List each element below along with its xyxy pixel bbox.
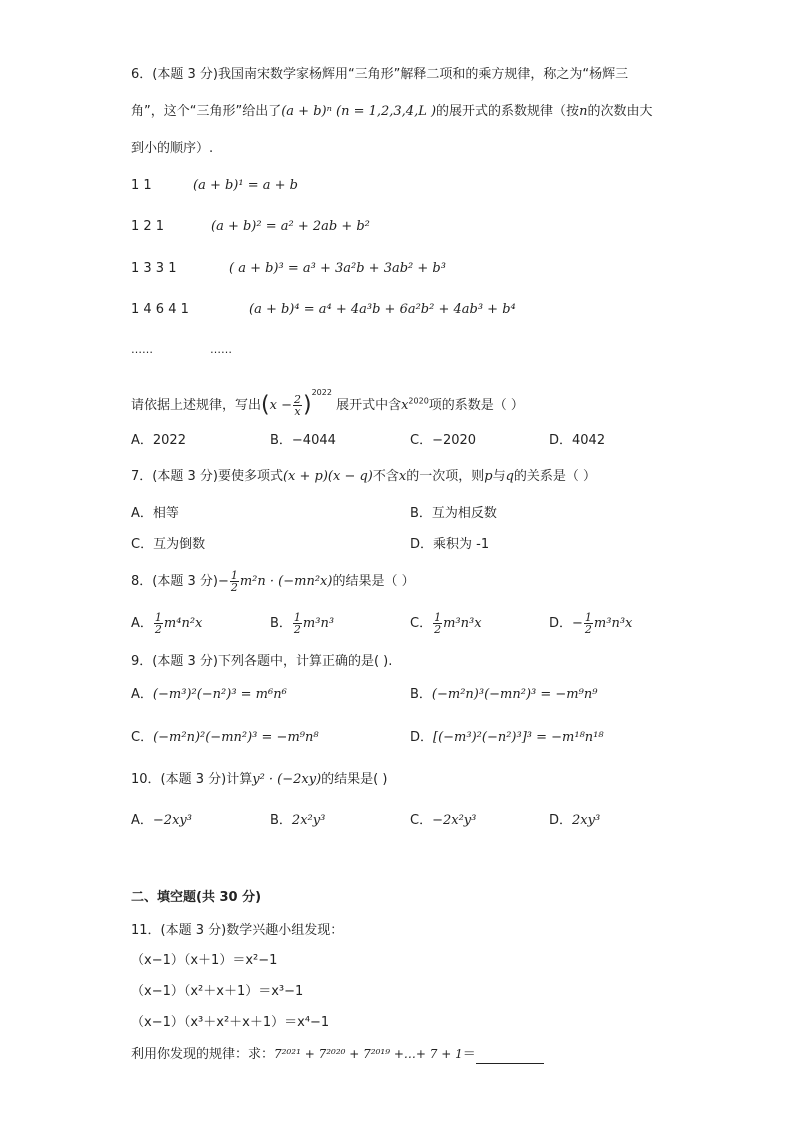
fraction-numerator: 1	[434, 611, 442, 624]
q11-pattern-line: （x−1）（x＋1）＝x²−1	[131, 953, 278, 968]
option-label: C．	[410, 616, 433, 631]
q6-triangle-row	[131, 301, 189, 319]
q10-expression: y² · (−2xy)	[252, 772, 322, 787]
q6-stem-text: 的次数由大	[587, 104, 653, 119]
q8-stem-text: 8．(本题 3 分)−	[131, 574, 229, 589]
q7-option-b[interactable]: B．互为相反数	[410, 506, 497, 521]
q6-stem-text: 角”，这个“三角形”给出了	[131, 104, 282, 119]
q7-stem-text: 7．(本题 3 分)要使多项式	[131, 469, 283, 484]
q6-exponent: 2022	[311, 388, 332, 397]
q6-triangle-row	[131, 260, 176, 278]
fraction-numerator: 1	[584, 611, 592, 624]
q8-option-c[interactable]	[410, 612, 482, 635]
q11-question	[131, 1045, 544, 1064]
fraction-denominator: 2	[154, 623, 162, 636]
q11-equals: ＝	[462, 1047, 476, 1062]
q6-term-exponent: 2020	[408, 396, 429, 406]
option-math: m³n³x	[593, 616, 633, 631]
q6-triangle-row	[131, 177, 152, 195]
option-math: 2xy³	[572, 813, 601, 828]
option-label: D．	[549, 813, 573, 828]
q8-stem-text: 的结果是（ ）	[332, 574, 415, 589]
option-fraction	[584, 612, 593, 635]
option-label: B．	[270, 616, 292, 631]
q6-ellipsis: ……	[131, 343, 153, 356]
q8-fraction	[230, 570, 239, 593]
q6-row-expansion: (a + b)⁴ = a⁴ + 4a³b + 6a²b² + 4ab³ + b⁴	[249, 302, 516, 317]
q6-option-d[interactable]: D．4042	[549, 433, 606, 448]
section-heading: 二、填空题(共 30 分)	[131, 890, 262, 905]
fraction-numerator: 2	[293, 393, 301, 406]
q7-stem-text: 的一次项，则	[406, 469, 485, 484]
q7-stem-text: 与	[492, 469, 506, 484]
fraction-denominator: 2	[584, 623, 592, 636]
q7-option-c[interactable]: C．互为倒数	[131, 537, 206, 552]
q6-ellipsis: ……	[210, 343, 232, 356]
option-label: A．	[131, 616, 153, 631]
option-label: A．	[131, 813, 153, 828]
option-math: [(−m³)²(−n²)³]³ = −m¹⁸n¹⁸	[433, 730, 604, 745]
left-paren: (	[261, 392, 270, 418]
q6-option-c[interactable]: C．−2020	[410, 433, 477, 448]
q6-fraction	[293, 394, 302, 417]
option-math: m³n³	[302, 616, 335, 631]
option-label: A．	[131, 687, 153, 702]
answer-blank[interactable]	[476, 1049, 544, 1064]
q6-prompt-x: x −	[269, 398, 292, 413]
option-math: 2x²y³	[291, 813, 326, 828]
q6-row-coefficients: 1 2 1	[131, 219, 165, 234]
q7-option-a[interactable]: A．相等	[131, 506, 179, 521]
q7-variable-p: p	[484, 469, 493, 484]
q8-option-a[interactable]	[131, 612, 202, 635]
q6-prompt-text: 项的系数是（ ）	[428, 398, 524, 413]
fraction-denominator: 2	[230, 581, 238, 594]
q7-stem-text: 的关系是（ ）	[513, 469, 597, 484]
q7-variable-x: x	[398, 469, 407, 484]
fraction-denominator: 2	[434, 623, 442, 636]
q6-stem-line2	[131, 103, 652, 121]
q11-sum-expression: 7²⁰²¹ + 7²⁰²⁰ + 7²⁰¹⁹ +…+ 7 + 1	[274, 1047, 463, 1061]
q8-option-b[interactable]	[270, 612, 334, 635]
q10-option-d[interactable]	[549, 812, 600, 830]
q6-row-coefficients: 1 4 6 4 1	[131, 302, 189, 317]
q6-row-expansion: (a + b)² = a² + 2ab + b²	[211, 219, 370, 234]
q6-stem-line1: 6．(本题 3 分)我国南宋数学家杨辉用“三角形”解释二项和的乘方规律，称之为“杨辉三	[131, 67, 629, 82]
option-label: C．	[410, 813, 433, 828]
option-math: −2x²y³	[432, 813, 477, 828]
fraction-numerator: 1	[230, 569, 238, 582]
option-math: −2xy³	[152, 813, 192, 828]
q6-binomial-formula: (a + b)ⁿ (n = 1,2,3,4,L )	[281, 104, 437, 119]
right-paren: )	[302, 392, 312, 418]
q9-option-d[interactable]	[410, 729, 604, 747]
q9-option-a[interactable]	[131, 686, 287, 704]
q6-stem-text: 的展开式的系数规律（按	[436, 104, 580, 119]
q10-option-a[interactable]	[131, 812, 192, 830]
option-math: (−m²n)²(−mn²)³ = −m⁹n⁸	[153, 730, 319, 745]
q7-stem-text: 不含	[372, 469, 399, 484]
fraction-denominator: 2	[293, 623, 301, 636]
fraction-denominator: x	[294, 405, 301, 418]
q8-stem	[131, 570, 415, 593]
q10-option-c[interactable]	[410, 812, 476, 830]
option-fraction	[293, 612, 302, 635]
q11-pattern-line: （x−1）（x²＋x＋1）＝x³−1	[131, 984, 304, 999]
q10-option-b[interactable]	[270, 812, 325, 830]
q10-stem-text: 10．(本题 3 分)计算	[131, 772, 253, 787]
q6-prompt-text: 展开式中含	[336, 398, 402, 413]
option-math: (−m³)²(−n²)³ = m⁶n⁶	[152, 687, 287, 702]
q9-option-c[interactable]	[131, 729, 319, 747]
q9-stem: 9．(本题 3 分)下列各题中，计算正确的是( ).	[131, 654, 393, 669]
q6-prompt-text: 请依据上述规律，写出	[131, 398, 262, 413]
q11-question-text: 利用你发现的规律：求：	[131, 1047, 275, 1062]
q7-variable-q: q	[505, 469, 514, 484]
q6-row-coefficients: 1 1	[131, 178, 152, 193]
q6-option-b[interactable]: B．−4044	[270, 433, 336, 448]
option-label: B．	[270, 813, 292, 828]
option-label: D．−	[549, 616, 583, 631]
q6-triangle-row	[131, 218, 164, 236]
q6-term: x	[401, 398, 409, 413]
q7-polynomial: (x + p)(x − q)	[282, 469, 373, 484]
q6-row-expansion: (a + b)¹ = a + b	[193, 178, 298, 193]
option-fraction	[154, 612, 163, 635]
option-math: m³n³x	[443, 616, 482, 631]
q6-row-expansion: ( a + b)³ = a³ + 3a²b + 3ab² + b³	[229, 261, 446, 276]
q8-expression: m²n · (−mn²x)	[239, 574, 333, 589]
q9-option-b[interactable]	[410, 686, 597, 704]
option-math: (−m²n)³(−mn²)³ = −m⁹n⁹	[431, 687, 598, 702]
fraction-numerator: 1	[154, 611, 162, 624]
option-label: C．	[131, 730, 154, 745]
q7-stem	[131, 468, 596, 486]
option-fraction	[433, 612, 442, 635]
q10-stem-text: 的结果是( )	[321, 772, 388, 787]
option-math: m⁴n²x	[163, 616, 203, 631]
option-label: D．	[410, 730, 434, 745]
q10-stem	[131, 771, 387, 789]
fraction-numerator: 1	[293, 611, 301, 624]
q11-pattern-line: （x−1）（x³＋x²＋x＋1）＝x⁴−1	[131, 1015, 330, 1030]
q7-option-d[interactable]: D．乘积为 -1	[410, 537, 490, 552]
q6-option-a[interactable]: A．2022	[131, 433, 186, 448]
q11-stem: 11．(本题 3 分)数学兴趣小组发现：	[131, 923, 344, 938]
option-label: B．	[410, 687, 432, 702]
q6-prompt	[131, 384, 524, 417]
q6-row-coefficients: 1 3 3 1	[131, 261, 177, 276]
q6-stem-line3: 到小的顺序）.	[131, 141, 214, 156]
q8-option-d[interactable]	[549, 612, 632, 635]
q6-variable-n: n	[579, 104, 588, 119]
